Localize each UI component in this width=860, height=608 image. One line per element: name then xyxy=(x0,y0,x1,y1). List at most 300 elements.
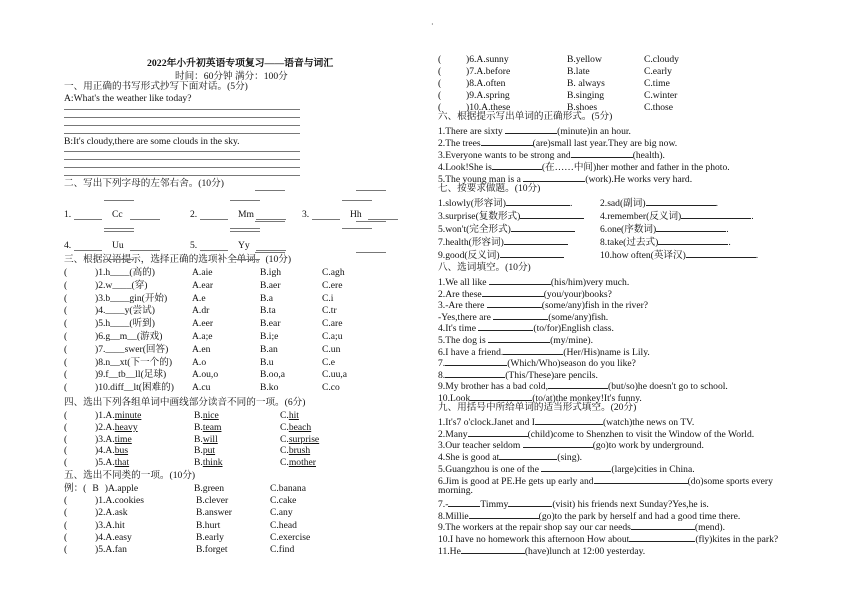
item-paren: ( xyxy=(64,544,68,555)
item-paren: ( xyxy=(438,54,442,65)
section-6-heading: 六、根据提示写出单词的正确形式。(5分) xyxy=(438,111,613,122)
answer-blank[interactable] xyxy=(487,298,542,308)
letter-number: 4. xyxy=(64,240,72,251)
answer-blank[interactable] xyxy=(478,321,533,331)
sentence-text: (minute)in an hour. xyxy=(557,126,631,137)
example-item xyxy=(64,483,138,494)
requirement-label: 9.good(反义词) xyxy=(438,250,500,261)
letter-number: 2. xyxy=(190,209,198,220)
sentence-text: 1.There are sixty xyxy=(438,126,506,137)
sentence-text: 3.Everyone wants to be strong and xyxy=(438,150,571,161)
sentence-text: (my/mine). xyxy=(550,335,594,346)
letter-number: 5. xyxy=(190,240,198,251)
answer-blank[interactable] xyxy=(520,209,584,219)
option-a[interactable]: A.cu xyxy=(192,382,211,394)
option-c[interactable] xyxy=(280,410,299,421)
option-c[interactable]: C.early xyxy=(644,66,672,77)
option-a-word: heavy xyxy=(114,421,138,433)
requirement-left xyxy=(438,222,575,235)
item-number: )2.A. xyxy=(95,421,115,433)
requirement-end: . xyxy=(569,198,573,209)
requirement-label: 3.surprise(复数形式) xyxy=(438,211,521,222)
letter-line-lower[interactable] xyxy=(230,259,260,260)
sentence-text: 2.The trees xyxy=(438,138,481,149)
option-c[interactable]: C.co xyxy=(322,382,340,394)
item-question: )5.h____(听到) xyxy=(95,318,155,330)
requirement-end: . xyxy=(726,224,729,235)
answer-blank[interactable] xyxy=(469,509,539,519)
option-letter: B. xyxy=(194,433,203,445)
letter-line-lower[interactable] xyxy=(104,228,134,229)
option-c[interactable]: C.cloudy xyxy=(644,54,679,65)
item-paren: ( xyxy=(64,356,68,368)
example-option-b: B.green xyxy=(194,483,225,494)
answer-blank[interactable] xyxy=(448,497,480,507)
option-c[interactable] xyxy=(280,422,311,433)
writing-line xyxy=(64,167,300,168)
letter-blank-right[interactable] xyxy=(256,250,286,251)
option-b[interactable]: B.igh xyxy=(260,267,282,278)
sentence-text: (his/him)very much. xyxy=(550,277,630,288)
letter-number: 1. xyxy=(64,209,72,220)
answer-blank[interactable] xyxy=(541,462,611,472)
option-c[interactable]: C.exercise xyxy=(270,531,311,543)
sentence-text: (are)small last year.They are big now. xyxy=(532,138,678,149)
answer-blank[interactable] xyxy=(631,520,695,530)
sentence-text: (child)come to Shenzhen to visit the Window of the World. xyxy=(527,428,755,440)
dialogue-line-a: A:What's the weather like today? xyxy=(64,93,192,104)
answer-blank[interactable] xyxy=(445,356,507,366)
item-question: )4.A.easy xyxy=(95,531,132,543)
answer-blank[interactable] xyxy=(461,544,525,554)
item-question xyxy=(95,445,128,456)
sentence-text: 5.The dog is xyxy=(438,335,489,346)
letter-blank-right[interactable] xyxy=(256,219,286,220)
item-paren: ( xyxy=(64,445,68,457)
option-a-word: bus xyxy=(114,445,129,457)
option-b[interactable]: B.singing xyxy=(567,90,605,101)
example-paren: 例：( xyxy=(64,483,87,494)
letter-line-upper[interactable] xyxy=(230,231,260,232)
letter-line-extra[interactable] xyxy=(255,190,285,191)
sentence-text: 8.Millie xyxy=(438,510,469,522)
sentence-text: 2.Many xyxy=(438,428,468,440)
item-question: )10.A.these xyxy=(466,102,511,113)
requirement-label: 10.how often(英译汉) xyxy=(600,250,686,261)
requirement-right xyxy=(600,209,754,222)
sentence-text: -Yes,there are xyxy=(438,311,494,323)
item-question: )8.n__xt(下一个的) xyxy=(95,356,173,368)
letter-line-upper[interactable] xyxy=(104,200,134,201)
header-dot: · xyxy=(431,20,434,29)
item-question: )6.g__m__(游戏) xyxy=(95,331,163,342)
letter-blank-left[interactable] xyxy=(312,219,340,220)
answer-blank[interactable] xyxy=(535,415,603,425)
letter-line-extra[interactable] xyxy=(356,252,386,253)
item-number: )4.A. xyxy=(95,445,115,457)
sentence-text: (but/so)he doesn't go to school. xyxy=(608,381,728,393)
letter-blank-right[interactable] xyxy=(130,219,160,220)
option-c[interactable]: C.head xyxy=(270,519,297,531)
item-paren: ( xyxy=(64,495,68,507)
example-option-c: C.banana xyxy=(270,483,306,494)
sentence-text: (do)some sports every xyxy=(687,475,773,487)
option-c[interactable] xyxy=(280,445,310,456)
option-a-word: that xyxy=(114,457,130,469)
letter-line-extra[interactable] xyxy=(356,221,386,222)
option-a[interactable]: A.o xyxy=(192,356,207,368)
option-b[interactable] xyxy=(194,410,219,421)
item-question: )4.____y(尝试) xyxy=(95,305,155,317)
item-paren: ( xyxy=(64,267,68,278)
example-answer: B xyxy=(92,483,99,494)
option-b[interactable]: B.ko xyxy=(260,382,279,394)
item-question: )9.A.spring xyxy=(466,90,510,101)
option-c[interactable] xyxy=(280,457,316,468)
sentence-text: 9.The workers at the repair shop say our car needs xyxy=(438,522,631,534)
option-b[interactable] xyxy=(194,445,215,456)
option-b[interactable]: B.yellow xyxy=(567,54,602,65)
requirement-label: 7.health(形容词) xyxy=(438,237,504,248)
sentence-text: (sing). xyxy=(557,452,583,464)
option-b[interactable]: B.i;e xyxy=(260,331,279,342)
sentence-text: 4.She is good at xyxy=(438,452,500,464)
sentence-text: (you/your)books? xyxy=(543,288,612,300)
sentence-text: (go)to work by underground. xyxy=(592,440,704,452)
option-b[interactable]: B.ta xyxy=(260,305,276,317)
item-question: )5.A.fan xyxy=(95,544,127,555)
option-b[interactable]: B.u xyxy=(260,356,274,368)
sentence-text: 2.Are these xyxy=(438,288,482,300)
answer-blank[interactable] xyxy=(503,345,563,355)
option-c[interactable]: C.i xyxy=(322,292,334,304)
letter-blank-right[interactable] xyxy=(368,219,398,220)
writing-line xyxy=(64,133,300,134)
writing-line xyxy=(64,109,300,110)
option-b-word: nice xyxy=(202,410,219,421)
item-paren: ( xyxy=(64,331,68,342)
answer-blank[interactable] xyxy=(489,275,551,285)
requirement-end: . xyxy=(755,250,759,261)
requirement-left xyxy=(438,209,584,222)
option-c[interactable]: C.any xyxy=(270,507,293,519)
letter-number: 3. xyxy=(302,209,310,220)
answer-blank[interactable] xyxy=(629,532,695,542)
option-b[interactable]: B.forget xyxy=(196,544,228,555)
item-question: )2.A.ask xyxy=(95,507,128,519)
answer-blank[interactable] xyxy=(505,124,557,134)
option-c[interactable]: C.find xyxy=(270,544,295,555)
letter-line-upper[interactable] xyxy=(230,200,260,201)
letter-line-lower[interactable] xyxy=(230,228,260,229)
option-a[interactable]: A.eer xyxy=(192,318,214,330)
item-paren: ( xyxy=(64,433,68,445)
option-b[interactable]: B.late xyxy=(567,66,590,77)
writing-line xyxy=(64,151,300,152)
answer-blank[interactable] xyxy=(656,222,726,232)
option-c[interactable]: C.time xyxy=(644,78,670,89)
item-question: )1.h____(高的) xyxy=(95,267,155,278)
option-c[interactable]: C.cake xyxy=(270,495,297,507)
fill-sentence xyxy=(438,474,773,487)
letter-given: Uu xyxy=(112,240,124,251)
item-paren: ( xyxy=(64,305,68,317)
option-b[interactable]: B. always xyxy=(567,78,605,89)
section-1-heading: 一、用正确的书写形式抄写下面对话。(5分) xyxy=(64,81,248,92)
answer-blank[interactable] xyxy=(493,310,548,320)
fill-sentence xyxy=(438,485,473,496)
letter-given: Yy xyxy=(238,240,250,251)
sentence-text: (go)to the park by herself and had a good time there. xyxy=(538,510,741,522)
sentence-text: 5.The young man is a xyxy=(438,174,524,185)
item-paren: ( xyxy=(438,78,442,89)
letter-line-extra[interactable] xyxy=(356,190,386,191)
sentence-text: 8. xyxy=(438,369,446,381)
item-paren: ( xyxy=(64,382,68,394)
item-question xyxy=(95,434,132,445)
item-paren: ( xyxy=(64,519,68,531)
requirement-label: 2.sad(副词) xyxy=(600,198,646,209)
option-c[interactable]: C.tr xyxy=(322,305,337,317)
sentence-text: (Her/His)name is Lily. xyxy=(563,346,650,358)
requirement-left xyxy=(438,196,572,209)
sentence-text: 3.Our teacher seldom xyxy=(438,440,523,452)
option-c-word: hit xyxy=(288,410,299,421)
option-c[interactable]: C.ere xyxy=(322,279,343,291)
letter-line-lower[interactable] xyxy=(342,228,372,229)
requirement-end: . xyxy=(715,198,718,209)
sentence-text: 4.It's time xyxy=(438,323,479,335)
option-c-word: surprise xyxy=(288,433,320,445)
requirement-label: 8.take(过去式) xyxy=(600,237,659,248)
answer-blank[interactable] xyxy=(523,438,593,448)
sentence-text: (some/any)fish in the river? xyxy=(541,300,649,312)
answer-blank[interactable] xyxy=(445,368,505,378)
item-paren: ( xyxy=(64,292,68,304)
letter-line-upper[interactable] xyxy=(104,231,134,232)
letter-given: Cc xyxy=(112,209,123,220)
answer-blank[interactable] xyxy=(488,333,550,343)
section-9-heading: 九、用括号中所给单词的适当形式填空。(20分) xyxy=(438,402,637,413)
answer-blank[interactable] xyxy=(571,148,633,158)
item-paren: ( xyxy=(64,421,68,433)
option-letter: B. xyxy=(194,421,203,433)
sentence-text: (have)lunch at 12:00 yesterday. xyxy=(524,545,646,557)
letter-line-lower[interactable] xyxy=(104,259,134,260)
sentence-text: 5.Guangzhou is one of the xyxy=(438,463,542,475)
option-letter: C. xyxy=(280,421,289,433)
answer-blank[interactable] xyxy=(594,474,688,484)
answer-blank[interactable] xyxy=(504,235,568,245)
option-letter: B. xyxy=(194,457,203,469)
option-b[interactable]: B.early xyxy=(196,531,224,543)
section-7-heading: 七、按要求做题。(10分) xyxy=(438,183,541,194)
answer-blank[interactable] xyxy=(508,497,552,507)
answer-blank[interactable] xyxy=(548,379,608,389)
requirement-right xyxy=(600,222,729,235)
option-c[interactable]: C.those xyxy=(644,102,674,113)
option-c[interactable]: C.uu,a xyxy=(322,369,348,381)
requirement-end: . xyxy=(728,237,731,248)
letter-blank-left[interactable] xyxy=(200,250,228,251)
option-c[interactable] xyxy=(280,434,319,445)
option-b[interactable]: B.a xyxy=(260,292,274,304)
option-b[interactable]: B.shoes xyxy=(567,102,598,113)
letter-line-upper[interactable] xyxy=(342,200,372,201)
option-b[interactable] xyxy=(194,422,221,433)
requirement-left xyxy=(438,235,568,248)
option-c-word: brush xyxy=(288,445,311,457)
sentence-text: (mend). xyxy=(694,522,725,534)
option-b[interactable] xyxy=(194,434,218,445)
option-b-word: put xyxy=(202,445,216,457)
item-question xyxy=(95,457,129,468)
sentence-text: (fly)kites in the park? xyxy=(695,534,779,545)
option-c[interactable]: C.e xyxy=(322,356,336,368)
fill-sentence xyxy=(438,544,645,557)
item-paren: ( xyxy=(438,102,442,113)
sentence-text: 1.We all like xyxy=(438,277,489,288)
requirement-label: 6.one(序数词) xyxy=(600,224,657,235)
requirement-right xyxy=(600,248,758,261)
sentence-text: 10.Look xyxy=(438,393,471,404)
answer-blank[interactable] xyxy=(506,196,570,206)
option-b[interactable]: B.ear xyxy=(260,318,281,330)
dialogue-line-b: B:It's cloudy,there are some clouds in the sky. xyxy=(64,136,240,147)
answer-blank[interactable] xyxy=(499,450,557,460)
letter-given: Mm xyxy=(238,209,254,220)
letter-blank-right[interactable] xyxy=(130,250,160,251)
answer-blank[interactable] xyxy=(681,209,751,219)
option-a-word: minute xyxy=(114,410,142,421)
option-b-word: think xyxy=(202,457,223,469)
option-a[interactable]: A.ear xyxy=(192,279,214,291)
writing-line xyxy=(64,159,300,160)
option-letter: C. xyxy=(280,445,289,457)
answer-blank[interactable] xyxy=(500,248,564,258)
sentence-text: (health). xyxy=(632,150,665,161)
sentence-text: (在……中间)her mother and father in the photo. xyxy=(541,162,730,173)
item-paren: ( xyxy=(64,318,68,330)
sentence-text: 7. xyxy=(438,358,446,370)
option-b[interactable]: B.an xyxy=(260,343,278,355)
sentence-text: (Which/Who)season do you like? xyxy=(507,358,636,370)
option-c[interactable]: C.agh xyxy=(322,267,345,278)
requirement-left xyxy=(438,248,564,261)
answer-blank[interactable] xyxy=(646,196,716,206)
letter-line-extra[interactable] xyxy=(255,221,285,222)
answer-blank[interactable] xyxy=(511,222,575,232)
sentence-text: 9.My brother has a bad cold, xyxy=(438,381,549,393)
requirement-end: . xyxy=(751,211,754,222)
option-letter: C. xyxy=(280,410,289,421)
writing-line xyxy=(64,125,300,126)
item-question: )10.diff__lt(困难的) xyxy=(95,382,174,394)
item-question: )8.A.often xyxy=(466,78,506,89)
letter-blank-left[interactable] xyxy=(74,250,102,251)
item-paren: ( xyxy=(438,90,442,101)
option-c[interactable]: C.a;u xyxy=(322,331,343,342)
sentence-text: 6.Jim is good at PE.He gets up early and xyxy=(438,475,594,487)
option-c[interactable]: C.un xyxy=(322,343,341,355)
item-paren: ( xyxy=(64,507,68,519)
answer-blank[interactable] xyxy=(523,172,585,182)
item-question xyxy=(95,422,138,433)
requirement-label: 1.slowly(形容词) xyxy=(438,198,506,209)
answer-blank[interactable] xyxy=(686,248,756,258)
letter-line-extra[interactable] xyxy=(255,252,285,253)
option-a[interactable]: A.a;e xyxy=(192,331,213,342)
sentence-text: 3.-Are there xyxy=(438,300,487,312)
example-question: )A.apple xyxy=(104,483,139,494)
letter-given: Hh xyxy=(350,209,362,220)
item-number: )1.A. xyxy=(95,410,115,421)
option-b[interactable]: B.aer xyxy=(260,279,281,291)
option-a[interactable]: A.aie xyxy=(192,267,213,278)
item-question: )3.A.hit xyxy=(95,519,125,531)
option-c-word: mother xyxy=(288,457,316,469)
page-title: 2022年小升初英语专项复习——语音与词汇 xyxy=(147,58,334,69)
option-a[interactable]: A.e xyxy=(192,292,206,304)
option-b[interactable] xyxy=(194,457,223,468)
option-a[interactable]: A.ou,o xyxy=(192,369,219,381)
answer-blank[interactable] xyxy=(658,235,728,245)
item-question: )3.b____gin(开始) xyxy=(95,292,168,304)
sentence-text: (to/for)English class. xyxy=(533,323,614,335)
item-question: )9.f__tb__ll(足球) xyxy=(95,369,167,381)
fill-sentence xyxy=(438,172,692,185)
item-number: )3.A. xyxy=(95,433,115,445)
sentence-text: (This/These)are pencils. xyxy=(505,369,598,381)
answer-blank[interactable] xyxy=(492,160,542,170)
option-b[interactable]: B.oo,a xyxy=(260,369,286,381)
item-paren: ( xyxy=(64,531,68,543)
option-b[interactable]: B.hurt xyxy=(196,519,221,531)
section-4-heading: 四、选出下列各组单词中画线部分读音不同的一项。(6分) xyxy=(64,397,306,408)
item-paren: ( xyxy=(438,66,442,77)
item-paren: ( xyxy=(64,457,68,469)
option-letter: B. xyxy=(194,445,203,457)
option-a[interactable]: A.en xyxy=(192,343,211,355)
option-c[interactable]: C.are xyxy=(322,318,343,330)
answer-blank[interactable] xyxy=(482,287,544,297)
item-paren: ( xyxy=(64,279,68,291)
answer-blank[interactable] xyxy=(481,136,533,146)
option-letter: B. xyxy=(194,410,203,421)
option-b[interactable]: B.answer xyxy=(196,507,232,519)
sentence-text: (some/any)fish. xyxy=(548,311,609,323)
option-b[interactable]: B.clever xyxy=(196,495,229,507)
option-letter: C. xyxy=(280,433,289,445)
answer-blank[interactable] xyxy=(470,391,532,401)
option-a[interactable]: A.dr xyxy=(192,305,210,317)
answer-blank[interactable] xyxy=(468,427,528,437)
option-c[interactable]: C.winter xyxy=(644,90,678,101)
letter-blank-left[interactable] xyxy=(200,219,228,220)
option-b-word: will xyxy=(202,433,218,445)
item-question: )7.A.before xyxy=(466,66,511,77)
letter-blank-left[interactable] xyxy=(74,219,102,220)
fill-sentence xyxy=(438,391,642,404)
item-question: )6.A.sunny xyxy=(466,54,509,65)
sentence-text: 10.I have no homework this afternoon How about xyxy=(438,534,630,545)
sentence-text: Timmy xyxy=(480,498,509,510)
requirement-label: 5.won't(完全形式) xyxy=(438,224,511,235)
item-question: )7.____swer(回答) xyxy=(95,343,169,355)
item-question: )2.w____(穿) xyxy=(95,279,148,291)
option-letter: C. xyxy=(280,457,289,469)
section-2-heading: 二、写出下列字母的左邻右舍。(10分) xyxy=(64,178,224,189)
